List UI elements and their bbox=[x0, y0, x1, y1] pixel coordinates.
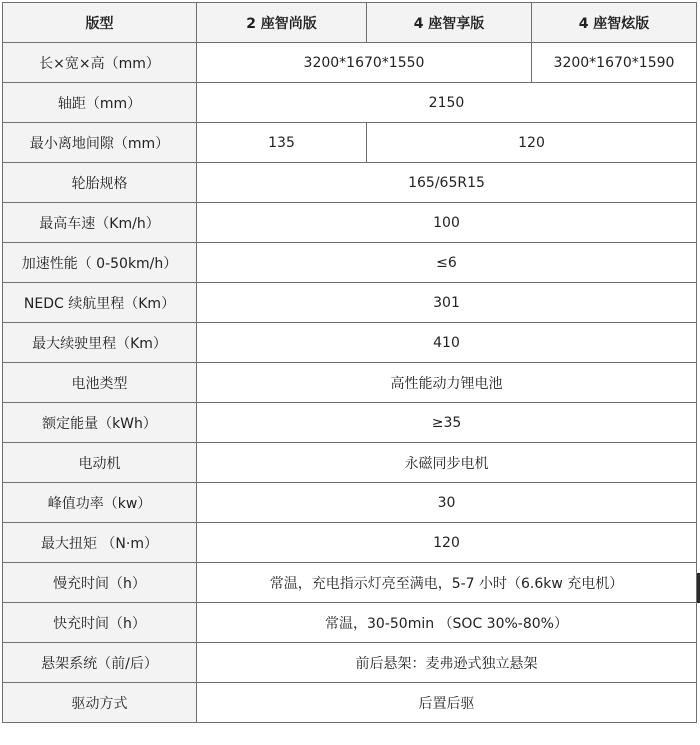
header-4-seat-share: 4 座智享版 bbox=[367, 3, 532, 43]
peak-power-value: 30 bbox=[197, 483, 697, 523]
row-label-drive: 驱动方式 bbox=[3, 683, 197, 723]
header-row bbox=[3, 3, 697, 43]
table-row bbox=[3, 643, 697, 683]
nedc-range-value: 301 bbox=[197, 283, 697, 323]
suspension-value: 前后悬架：麦弗逊式独立悬架 bbox=[197, 643, 697, 683]
table-row bbox=[3, 243, 697, 283]
fast-charge-value: 常温，30-50min （SOC 30%-80%） bbox=[197, 603, 697, 643]
table-row bbox=[3, 683, 697, 723]
drive-value: 后置后驱 bbox=[197, 683, 697, 723]
ground-clearance-value-a: 135 bbox=[197, 123, 367, 163]
row-label-max-range: 最大续驶里程（Km） bbox=[3, 323, 197, 363]
battery-type-value: 高性能动力锂电池 bbox=[197, 363, 697, 403]
header-version: 版型 bbox=[3, 3, 197, 43]
table-row bbox=[3, 603, 697, 643]
row-label-tire: 轮胎规格 bbox=[3, 163, 197, 203]
row-label-nedc-range: NEDC 续航里程（Km） bbox=[3, 283, 197, 323]
dimensions-value-b: 3200*1670*1590 bbox=[532, 43, 697, 83]
row-label-peak-power: 峰值功率（kw） bbox=[3, 483, 197, 523]
row-label-dimensions: 长×宽×高（mm） bbox=[3, 43, 197, 83]
row-label-fast-charge: 快充时间（h） bbox=[3, 603, 197, 643]
row-label-ground-clearance: 最小离地间隙（mm） bbox=[3, 123, 197, 163]
table-row bbox=[3, 323, 697, 363]
table-row bbox=[3, 403, 697, 443]
tire-value: 165/65R15 bbox=[197, 163, 697, 203]
table-row bbox=[3, 363, 697, 403]
table-row bbox=[3, 483, 697, 523]
top-speed-value: 100 bbox=[197, 203, 697, 243]
dimensions-value-a: 3200*1670*1550 bbox=[197, 43, 532, 83]
table-row bbox=[3, 283, 697, 323]
row-label-motor: 电动机 bbox=[3, 443, 197, 483]
row-label-acceleration: 加速性能（ 0-50km/h） bbox=[3, 243, 197, 283]
header-2-seat: 2 座智尚版 bbox=[197, 3, 367, 43]
motor-value: 永磁同步电机 bbox=[197, 443, 697, 483]
table-row bbox=[3, 43, 697, 83]
row-label-suspension: 悬架系统（前/后） bbox=[3, 643, 197, 683]
max-range-value: 410 bbox=[197, 323, 697, 363]
row-label-slow-charge: 慢充时间（h） bbox=[3, 563, 197, 603]
max-torque-value: 120 bbox=[197, 523, 697, 563]
header-4-seat-cool: 4 座智炫版 bbox=[532, 3, 697, 43]
rated-energy-value: ≥35 bbox=[197, 403, 697, 443]
row-label-battery-type: 电池类型 bbox=[3, 363, 197, 403]
table-row bbox=[3, 563, 697, 603]
row-label-wheelbase: 轴距（mm） bbox=[3, 83, 197, 123]
table-row bbox=[3, 83, 697, 123]
row-label-top-speed: 最高车速（Km/h） bbox=[3, 203, 197, 243]
table-row bbox=[3, 203, 697, 243]
wheelbase-value: 2150 bbox=[197, 83, 697, 123]
row-label-rated-energy: 额定能量（kWh） bbox=[3, 403, 197, 443]
ground-clearance-value-b: 120 bbox=[367, 123, 697, 163]
table-row bbox=[3, 163, 697, 203]
row-label-max-torque: 最大扭矩 （N·m） bbox=[3, 523, 197, 563]
spec-table bbox=[2, 2, 697, 723]
table-row bbox=[3, 523, 697, 563]
table-row bbox=[3, 123, 697, 163]
table-row bbox=[3, 443, 697, 483]
slow-charge-value: 常温，充电指示灯亮至满电，5-7 小时（6.6kw 充电机） bbox=[197, 563, 697, 603]
acceleration-value: ≤6 bbox=[197, 243, 697, 283]
